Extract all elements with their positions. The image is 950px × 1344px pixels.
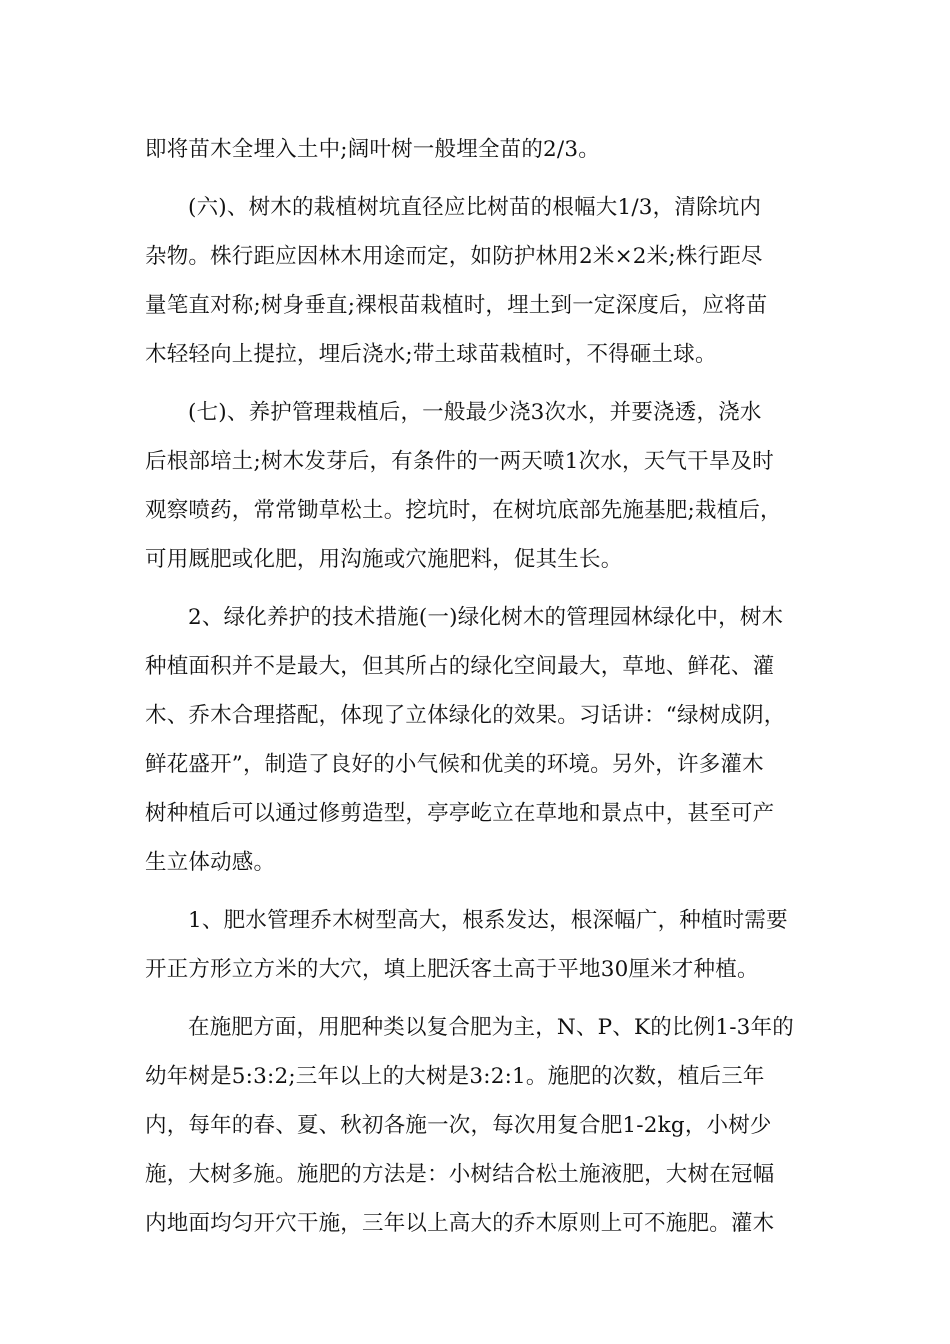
text-line: 1、肥水管理乔木树型高大，根系发达，根深幅广，种植时需要 [188, 908, 788, 933]
text-line: (六)、树木的栽植树坑直径应比树苗的根幅大1/3，清除坑内 [188, 195, 762, 220]
document-body [145, 125, 835, 1248]
text-line: 在施肥方面，用肥种类以复合肥为主，N、P、K的比例1-3年的 [188, 1015, 794, 1040]
text-line: 内，每年的春、夏、秋初各施一次，每次用复合肥1-2kg，小树少 [145, 1113, 772, 1138]
text-line: 木轻轻向上提拉，埋后浇水;带土球苗栽植时，不得砸土球。 [145, 342, 717, 367]
text-line: 开正方形立方米的大穴，填上肥沃客土高于平地30厘米才种植。 [145, 957, 759, 982]
text-line: (七)、养护管理栽植后，一般最少浇3次水，并要浇透，浇水 [188, 400, 762, 425]
text-line: 生立体动感。 [145, 850, 276, 875]
text-line: 鲜花盛开”，制造了良好的小气候和优美的环境。另外，许多灌木 [145, 752, 764, 777]
text-line: 木、乔木合理搭配，体现了立体绿化的效果。习话讲：“绿树成阴， [145, 703, 786, 728]
text-line: 即将苗木全埋入土中;阔叶树一般埋全苗的2/3。 [145, 137, 600, 162]
text-line: 2、绿化养护的技术措施(一)绿化树木的管理园林绿化中，树木 [188, 605, 784, 630]
text-line: 量笔直对称;树身垂直;裸根苗栽植时，埋土到一定深度后，应将苗 [145, 293, 768, 318]
text-line: 种植面积并不是最大，但其所占的绿化空间最大，草地、鲜花、灌 [145, 654, 775, 679]
text-line: 内地面均匀开穴干施，三年以上高大的乔木原则上可不施肥。灌木 [145, 1211, 775, 1236]
text-line: 杂物。株行距应因林木用途而定，如防护林用2米×2米;株行距尽 [145, 244, 763, 269]
text-line: 幼年树是5:3:2;三年以上的大树是3:2:1。施肥的次数，植后三年 [145, 1064, 765, 1089]
text-line: 施，大树多施。施肥的方法是：小树结合松土施液肥，大树在冠幅 [145, 1162, 775, 1187]
text-line: 可用厩肥或化肥，用沟施或穴施肥料，促其生长。 [145, 547, 623, 572]
text-line: 观察喷药，常常锄草松土。挖坑时，在树坑底部先施基肥;栽植后， [145, 498, 782, 523]
text-line: 树种植后可以通过修剪造型，亭亭屹立在草地和景点中，甚至可产 [145, 801, 775, 826]
text-line: 后根部培土;树木发芽后，有条件的一两天喷1次水，天气干旱及时 [145, 449, 774, 474]
